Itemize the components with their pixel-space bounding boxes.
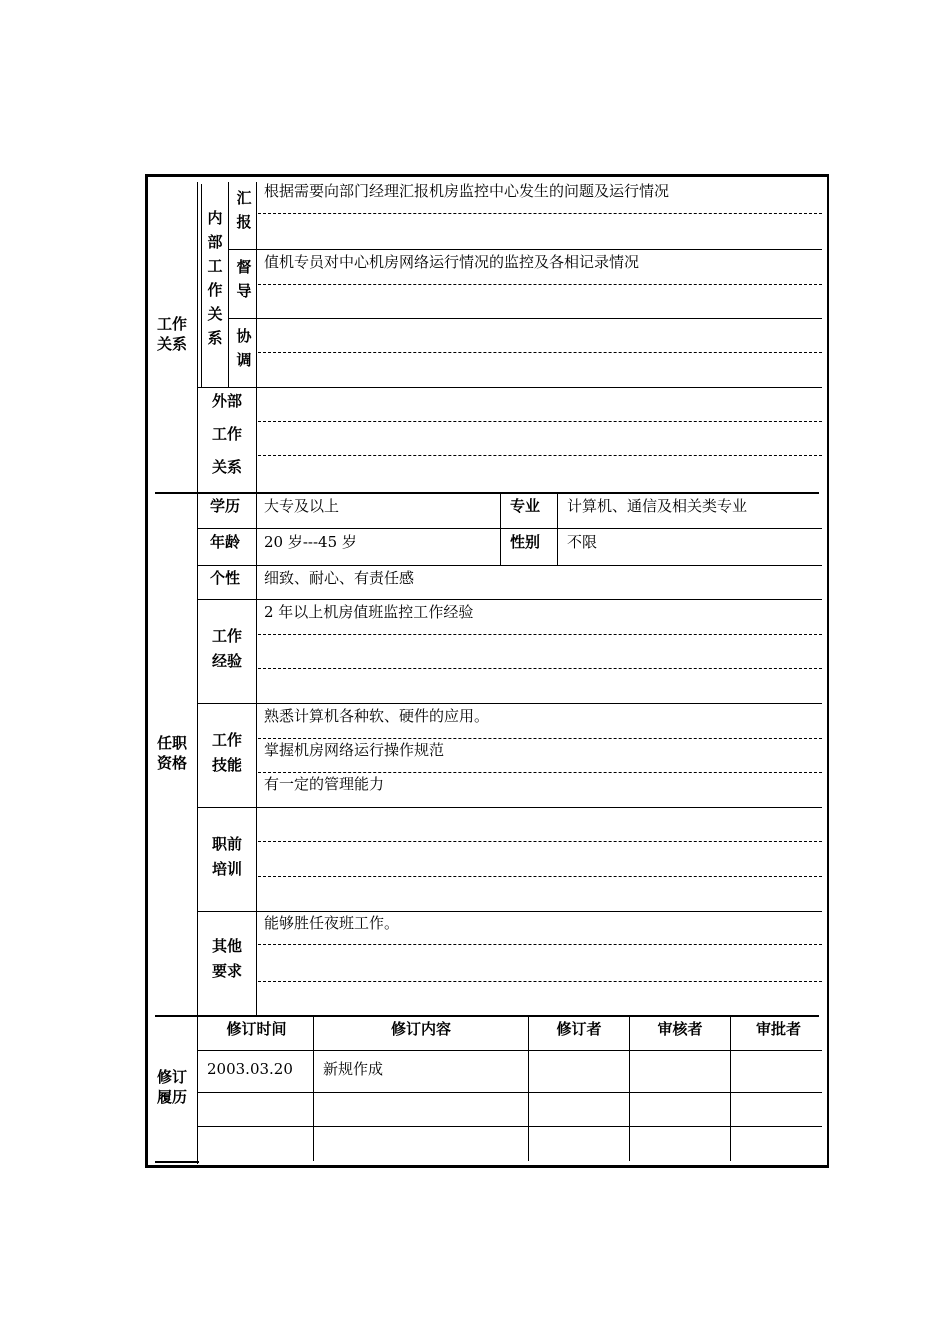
dashed-line [258,981,822,982]
dashed-line [258,421,822,422]
supervise-text: 值机专员对中心机房网络运行情况的监控及各相记录情况 [264,253,640,271]
qual-mid-divider-2 [557,494,558,565]
section-label-revision-history: 修订履历 [156,1068,187,1106]
rev-header-content: 修订内容 [390,1020,451,1038]
dashed-line [258,876,822,877]
report-label: 汇报 [236,189,252,231]
major-label: 专业 [509,497,540,515]
supervise-label: 督导 [236,258,252,300]
skills-line-3: 有一定的管理能力 [264,775,385,793]
rev-header-approver: 审批者 [755,1020,801,1038]
dashed-line [258,841,822,842]
content-divider [256,182,257,492]
dashed-line [258,668,822,669]
bottom-stub [155,1161,199,1163]
row-line [198,1050,822,1051]
training-label: 职前培训 [211,835,242,878]
section-label-work-relations: 工作关系 [156,315,187,353]
row-line [198,911,822,912]
rev-cell: 新规作成 [323,1060,384,1078]
row-line [198,1092,822,1093]
experience-line-1: 2 年以上机房值班监控工作经验 [264,603,474,621]
rev-header-date: 修订时间 [226,1020,287,1038]
internal-relations-label: 内部工作关系 [207,209,223,347]
personality-label: 个性 [209,569,240,587]
rev-header-reviser: 修订者 [556,1020,602,1038]
row-line [198,807,822,808]
external-label-line3: 关系 [211,458,242,476]
rev-header-reviewer: 审核者 [657,1020,703,1038]
row-line [229,249,822,250]
gender-value: 不限 [567,533,598,551]
row-line [198,565,822,566]
external-label-line1: 外部 [211,392,242,410]
report-text: 根据需要向部门经理汇报机房监控中心发生的问题及运行情况 [264,182,670,200]
row-line [198,703,822,704]
age-value: 20 岁---45 岁 [264,533,357,551]
other-label: 其他要求 [211,937,242,980]
section-label-qualifications: 任职资格 [156,734,187,772]
other-line-1: 能够胜任夜班工作。 [264,914,400,932]
skills-line-1: 熟悉计算机各种软、硬件的应用。 [264,707,490,725]
major-value: 计算机、通信及相关类专业 [567,497,748,515]
gender-label: 性别 [509,533,540,551]
skills-label: 工作技能 [211,731,242,774]
qual-content-divider [256,494,257,1015]
row-line [229,318,822,319]
education-label: 学历 [209,497,240,515]
dashed-line [258,634,822,635]
dashed-line [258,738,822,739]
education-value: 大专及以上 [264,497,340,515]
skills-line-2: 掌握机房网络运行操作规范 [264,741,445,759]
section-divider [155,1015,819,1017]
age-label: 年龄 [209,533,240,551]
row-line [198,1126,822,1127]
dashed-line [258,944,822,945]
dashed-line [258,772,822,773]
qual-mid-divider-1 [500,494,501,565]
dashed-line [258,352,822,353]
dashed-line [258,213,822,214]
internal-label-divider [228,182,229,388]
dashed-line [258,284,822,285]
coordinate-label: 协调 [236,327,252,369]
dashed-line [258,455,822,456]
experience-label: 工作经验 [211,627,242,670]
internal-inner-border [201,184,202,388]
external-label-line2: 工作 [211,425,242,443]
personality-value: 细致、耐心、有责任感 [264,569,415,587]
section-divider [155,492,819,494]
row-line [198,528,822,529]
row-line [198,599,822,600]
row-line [198,387,822,388]
rev-cell: 2003.03.20 [207,1060,293,1078]
